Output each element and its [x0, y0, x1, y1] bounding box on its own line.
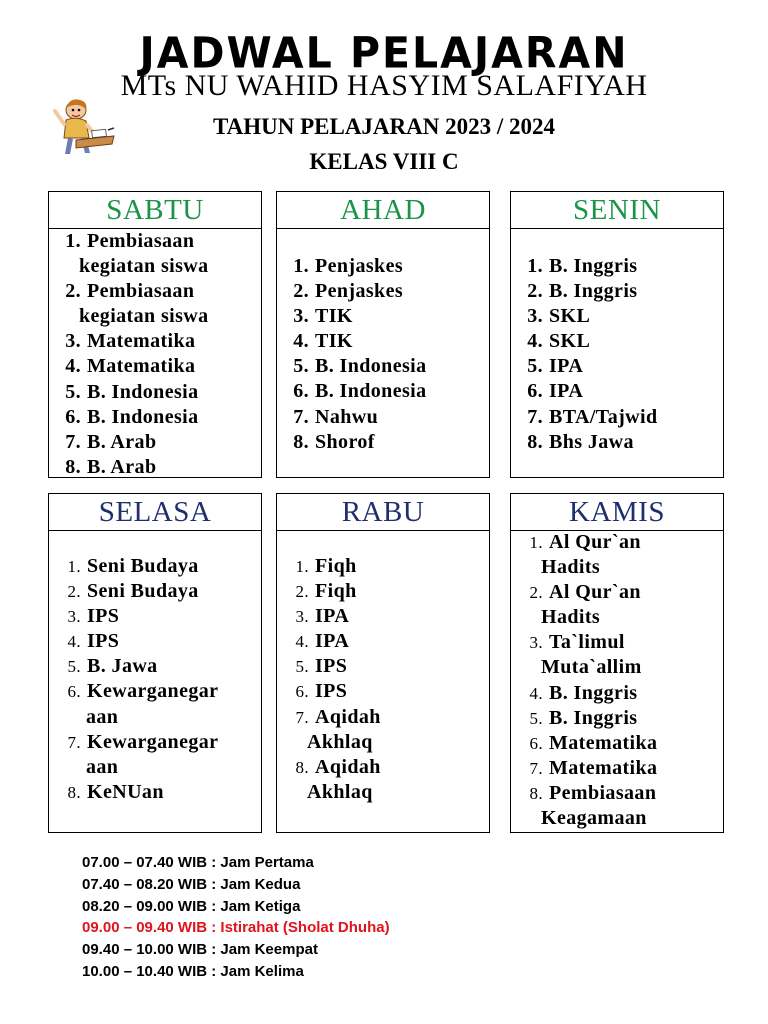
- list-item: 2. Al Qur`an: [529, 581, 641, 604]
- list-item: 3. TIK: [293, 305, 353, 328]
- list-item: 3. Ta`limul: [529, 631, 625, 654]
- subject-list-senin: [511, 254, 723, 455]
- day-title-ahad: AHAD: [277, 192, 489, 229]
- list-item: 8. Bhs Jawa: [527, 430, 634, 453]
- list-item: 5. B. Inggris: [529, 706, 638, 729]
- school-name: MTs NU WAHID HASYIM SALAFIYAH: [120, 69, 648, 102]
- list-item: 8. KeNUan: [67, 780, 164, 803]
- list-item: 4. IPA: [295, 630, 350, 653]
- list-item: 6. Matematika: [529, 731, 658, 754]
- list-item: 6. B. Indonesia: [65, 405, 199, 428]
- time-row: 09.40 – 10.00 WIB : Jam Keempat: [82, 941, 318, 959]
- list-item-continuation: kegiatan siswa: [79, 305, 209, 328]
- class-name: KELAS VIII C: [309, 149, 459, 174]
- list-item-continuation: Akhlaq: [307, 780, 373, 803]
- list-item: 3. Matematika: [65, 330, 196, 353]
- list-item: 4. IPS: [67, 630, 120, 653]
- list-item-continuation: aan: [86, 705, 119, 728]
- list-item: 8. Shorof: [293, 430, 375, 453]
- day-box-senin: [510, 191, 724, 478]
- list-item: 2. Seni Budaya: [67, 580, 199, 603]
- list-item: 6. B. Indonesia: [293, 380, 427, 403]
- day-box-sabtu: [48, 191, 262, 478]
- time-row: 10.00 – 10.40 WIB : Jam Kelima: [82, 962, 304, 980]
- list-item: 5. B. Indonesia: [65, 380, 199, 403]
- list-item: 3. IPA: [295, 605, 350, 628]
- day-box-kamis: [510, 493, 724, 833]
- list-item: 8. Pembiasaan: [529, 781, 657, 804]
- list-item: 3. IPS: [67, 605, 120, 628]
- list-item: 6. IPA: [527, 380, 584, 403]
- subject-list-kamis: [511, 530, 723, 831]
- day-box-rabu: [276, 493, 490, 833]
- day-box-ahad: [276, 191, 490, 478]
- time-row: 08.20 – 09.00 WIB : Jam Ketiga: [82, 897, 301, 915]
- list-item-continuation: Hadits: [541, 606, 601, 629]
- list-item-continuation: Muta`allim: [541, 656, 642, 679]
- list-item: 1. Penjaskes: [293, 255, 404, 277]
- list-item: 4. SKL: [527, 330, 591, 353]
- list-item: 5. B. Indonesia: [293, 355, 427, 378]
- list-item: 3. SKL: [527, 305, 591, 328]
- list-item: 7. Nahwu: [293, 405, 379, 428]
- list-item: 2. Penjaskes: [293, 280, 404, 303]
- list-item: 2. Fiqh: [295, 580, 357, 603]
- subject-list-ahad: [277, 254, 489, 455]
- subject-list-selasa: [49, 554, 261, 805]
- day-title-selasa: SELASA: [49, 494, 261, 531]
- list-item: 1. Fiqh: [295, 555, 357, 577]
- list-item: 7. Aqidah: [295, 705, 381, 728]
- list-item: 6. IPS: [295, 680, 348, 703]
- list-item-continuation: Keagamaan: [541, 807, 647, 830]
- time-row: 07.00 – 07.40 WIB : Jam Pertama: [82, 854, 314, 871]
- list-item: 2. Pembiasaan: [65, 280, 195, 303]
- day-box-selasa: [48, 493, 262, 833]
- list-item: 1. Seni Budaya: [67, 555, 199, 577]
- list-item: 1. Pembiasaan: [65, 230, 195, 252]
- day-title-senin: SENIN: [511, 192, 723, 229]
- academic-year: TAHUN PELAJARAN 2023 / 2024: [212, 114, 556, 139]
- day-title-sabtu: SABTU: [49, 192, 261, 229]
- list-item-continuation: aan: [86, 755, 119, 778]
- list-item: 8. Aqidah: [295, 755, 381, 778]
- day-title-kamis: KAMIS: [511, 494, 723, 531]
- list-item: 5. IPS: [295, 655, 348, 678]
- list-item: 5. IPA: [527, 355, 584, 378]
- page-title: JADWAL PELAJARAN: [139, 27, 629, 79]
- subject-list-rabu: [277, 554, 489, 805]
- list-item-continuation: Akhlaq: [307, 730, 373, 753]
- list-item: 4. TIK: [293, 330, 353, 353]
- day-title-rabu: RABU: [277, 494, 489, 531]
- list-item-continuation: kegiatan siswa: [79, 255, 209, 278]
- list-item: 7. Matematika: [529, 756, 658, 779]
- list-item: 1. Al Qur`an: [529, 531, 641, 553]
- list-item: 6. Kewarganegar: [67, 680, 219, 703]
- list-item-continuation: Hadits: [541, 556, 601, 579]
- list-item: 2. B. Inggris: [527, 280, 638, 303]
- time-row: 07.40 – 08.20 WIB : Jam Kedua: [82, 875, 301, 893]
- list-item: 4. Matematika: [65, 355, 196, 378]
- list-item: 7. Kewarganegar: [67, 730, 219, 753]
- time-schedule: [82, 852, 390, 983]
- list-item: 1. B. Inggris: [527, 255, 638, 277]
- list-item: 8. B. Arab: [65, 455, 157, 478]
- subject-list-sabtu: [49, 229, 261, 480]
- time-row-break: 09.00 – 09.40 WIB : Istirahat (Sholat Dhuha): [82, 919, 390, 937]
- list-item: 4. B. Inggris: [529, 681, 638, 704]
- list-item: 5. B. Jawa: [67, 655, 158, 678]
- list-item: 7. B. Arab: [65, 430, 157, 453]
- list-item: 7. BTA/Tajwid: [527, 405, 658, 428]
